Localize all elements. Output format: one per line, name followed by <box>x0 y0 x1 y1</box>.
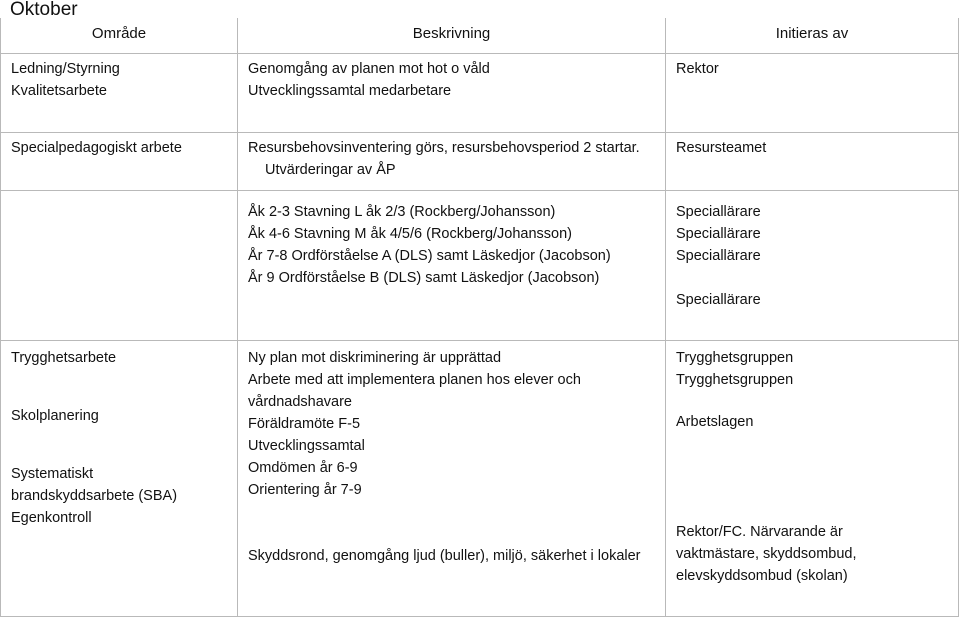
area-text: Kvalitetsarbete <box>11 83 107 99</box>
description-text: Orientering år 7-9 <box>248 482 362 498</box>
initiated-by-text: Speciallärare <box>676 226 761 242</box>
initiated-by-cell <box>666 133 959 191</box>
initiated-by-text: Trygghetsgruppen <box>676 350 794 366</box>
description-text: Ny plan mot diskriminering är upprättad <box>248 350 502 366</box>
area-cell <box>1 191 238 341</box>
initiated-by-text: Rektor <box>676 61 719 77</box>
column-header-description: Beskrivning <box>238 18 666 54</box>
column-header-initiated-by: Initieras av <box>666 18 959 54</box>
area-cell <box>1 54 238 133</box>
initiated-by-text: Trygghetsgruppen <box>676 372 794 388</box>
description-text: Föräldramöte F-5 <box>248 416 361 432</box>
description-text: Arbete med att implementera planen hos elever och vårdnadshavare <box>248 372 581 410</box>
area-text: Trygghetsarbete <box>11 350 117 366</box>
area-text: Systematiskt brandskyddsarbete (SBA) <box>11 466 178 504</box>
table-row <box>1 191 959 341</box>
description-text: Resursbehovsinventering görs, resursbehovsperiod 2 startar. Utvärderingar av ÅP <box>248 140 640 178</box>
area-cell <box>1 341 238 617</box>
area-text: Specialpedagogiskt arbete <box>11 140 182 156</box>
initiated-by-cell <box>666 54 959 133</box>
initiated-by-cell <box>666 341 959 617</box>
initiated-by-text: Speciallärare <box>676 248 761 264</box>
description-text: Skyddsrond, genomgång ljud (buller), miljö, säkerhet i lokaler <box>248 548 641 564</box>
table-header-row <box>1 18 959 54</box>
description-text: Utvecklingssamtal medarbetare <box>248 83 452 99</box>
initiated-by-text: Resursteamet <box>676 140 767 156</box>
description-cell <box>238 54 666 133</box>
area-text: Skolplanering <box>11 408 99 424</box>
table-row <box>1 54 959 133</box>
description-cell <box>238 341 666 617</box>
description-text: Åk 4-6 Stavning M åk 4/5/6 (Rockberg/Johansson) <box>248 226 572 242</box>
activity-table <box>0 18 959 617</box>
area-cell <box>1 133 238 191</box>
area-text: Egenkontroll <box>11 510 92 526</box>
initiated-by-text: Arbetslagen <box>676 414 754 430</box>
table-row <box>1 133 959 191</box>
description-cell <box>238 191 666 341</box>
page-title: Oktober <box>10 0 78 20</box>
initiated-by-cell <box>666 191 959 341</box>
description-cell <box>238 133 666 191</box>
column-header-area: Område <box>1 18 238 54</box>
table-row <box>1 341 959 617</box>
description-text: Åk 2-3 Stavning L åk 2/3 (Rockberg/Johansson) <box>248 204 556 220</box>
description-text: Genomgång av planen mot hot o våld <box>248 61 490 77</box>
description-text: Utvecklingssamtal <box>248 438 365 454</box>
area-text: Ledning/Styrning <box>11 61 120 77</box>
description-text: År 7-8 Ordförståelse A (DLS) samt Läskedjor (Jacobson) <box>248 248 611 264</box>
description-text: År 9 Ordförståelse B (DLS) samt Läskedjor (Jacobson) <box>248 270 600 286</box>
initiated-by-text: Rektor/FC. Närvarande är vaktmästare, skyddsombud, elevskyddsombud (skolan) <box>676 524 857 584</box>
initiated-by-text: Speciallärare <box>676 292 761 308</box>
description-text: Omdömen år 6-9 <box>248 460 358 476</box>
initiated-by-text: Speciallärare <box>676 204 761 220</box>
